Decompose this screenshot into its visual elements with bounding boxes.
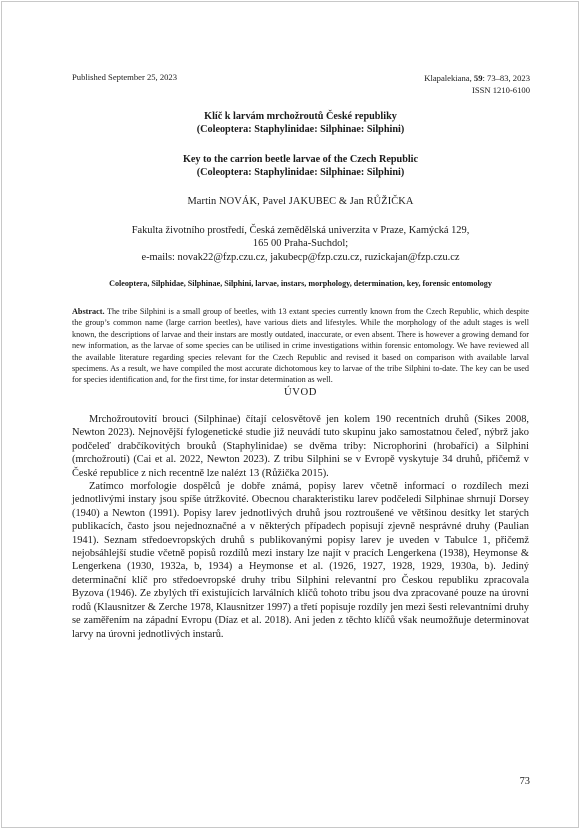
authors: Martin NOVÁK, Pavel JAKUBEC & Jan RŮŽIČKA [187, 196, 414, 207]
journal-pages: : 73–83, 2023 [482, 73, 530, 83]
journal-reference [424, 72, 530, 84]
abstract-text: The tribe Silphini is a small group of beetles, with 13 extant species currently known from the Czech Republic, which despite the group’s common name (large carrion beetles), have various diets and lifestyles. While the morphology of the adult stages is well known, the descriptions of larvae and their instars are mostly outdated, inaccurate, or even absent. There is however a growing demand for new information, as the larvae of some species can be utilised in crime investigations within forensic entomology. We have reviewed all the available literature regarding species relevant for the Czech Republic and revised it based on comparison with available larval specimens. As a result, we have compiled the most accurate dichotomous key to larvae of the tribe Silphini to-date. The key can be used for species identification and, for the first time, for instar determination as well. [72, 307, 529, 385]
abstract [72, 306, 529, 386]
title-czech [72, 110, 529, 136]
publication-date: Published September 25, 2023 [72, 72, 178, 82]
body-text [72, 413, 529, 641]
paragraph: Mrchožroutovití brouci (Silphinae) čítají celosvětově jen kolem 190 recentních druhů (Sikes 2008, Newton 2023). Nejnovější fylogenetické studie již neuvádí tuto skupinu jako samostatnou čeleď, nýbrž jako podčeleď drabčíkovitých brouků (Staphylinidae) se dvěma triby: Nicrophorini (hrobaříci) a Silphini (mrchožrouti) (Cai et al. 2022, Newton 2023). Z tribu Silphini se v Evropě vyskytuje 34 druhů, přičemž v České republice z nich recentně lze nalézt 13 (Růžička 2015). [72, 414, 529, 479]
keywords: Coleoptera, Silphidae, Silphinae, Silphini, larvae, instars, morphology, determination, key, forensic entomology [109, 279, 492, 288]
journal-name: Klapalekiana, [424, 73, 474, 83]
paragraph: Zatímco morfologie dospělců je dobře známá, popisy larev včetně informací o rozdílech mezi jednotlivými instary jsou spíše útržkovité. Obecnou charakteristiku larev podčeledi Silphinae shrnují Dorsey (1940) a Newton (1991). Popisy larev jednotlivých druhů jsou roztroušené ve většinou desítky let starých publikacích, často jsou nejednoznačné a v některých případech popisují zjevně nesprávné druhy (Paulian 1941). Seznam středoevropských druhů s publikovanými popisy larev je uveden v Tabulce 1, přičemž nejobsáhlejší studie včetně popisů rozdílů mezi instary lze najít v pracích Lengerkena (1938), Heymonse & Lengerkena (1930, 1932a, b, 1934) a Heymonse et al. (1926, 1927, 1928, 1929, 1930a, b). Jediný determinační klíč pro středoevropské druhy tribu Silphini relevantní pro Českou republiku zpracovala Byzova (1946). Ze zbylých tří existujících larválních klíčů tohoto tribu jsou dva zpracované pouze na úrovni rodů (Klausnitzer & Zerche 1978, Klausnitzer 1997) a třetí popisuje rozdíly jen mezi šesti relevantními druhy se zaměřením na západní Evropu (Díaz et al. 2018). Ani jeden z těchto klíčů však neumožňuje determinovat larvy na úrovni jednotlivých instarů. [72, 481, 529, 640]
affiliation [72, 224, 529, 264]
affiliation-line2: 165 00 Praha-Suchdol; [252, 238, 349, 250]
journal-volume: 59 [473, 73, 483, 83]
section-title: ÚVOD [283, 387, 317, 398]
issn: ISSN 1210-6100 [471, 85, 530, 95]
title-czech-line1: Klíč k larvám mrchožroutů České republiky [204, 111, 397, 122]
journal-citation [424, 72, 530, 96]
abstract-label: Abstract. [72, 307, 105, 316]
page-number: 73 [519, 776, 530, 787]
affiliation-line1: Fakulta životního prostředí, Česká zemědělská univerzita v Praze, Kamýcká 129, [131, 225, 470, 236]
title-english-line1: Key to the carrion beetle larvae of the Czech Republic [182, 154, 419, 165]
title-czech-line2: (Coleoptera: Staphylinidae: Silphinae: Silphini) [196, 124, 405, 135]
title-english-line2: (Coleoptera: Staphylinidae: Silphinae: Silphini) [196, 167, 405, 178]
title-english [72, 153, 529, 179]
affiliation-emails: e-mails: novak22@fzp.czu.cz, jakubecp@fzp.czu.cz, ruzickajan@fzp.czu.cz [141, 251, 460, 263]
